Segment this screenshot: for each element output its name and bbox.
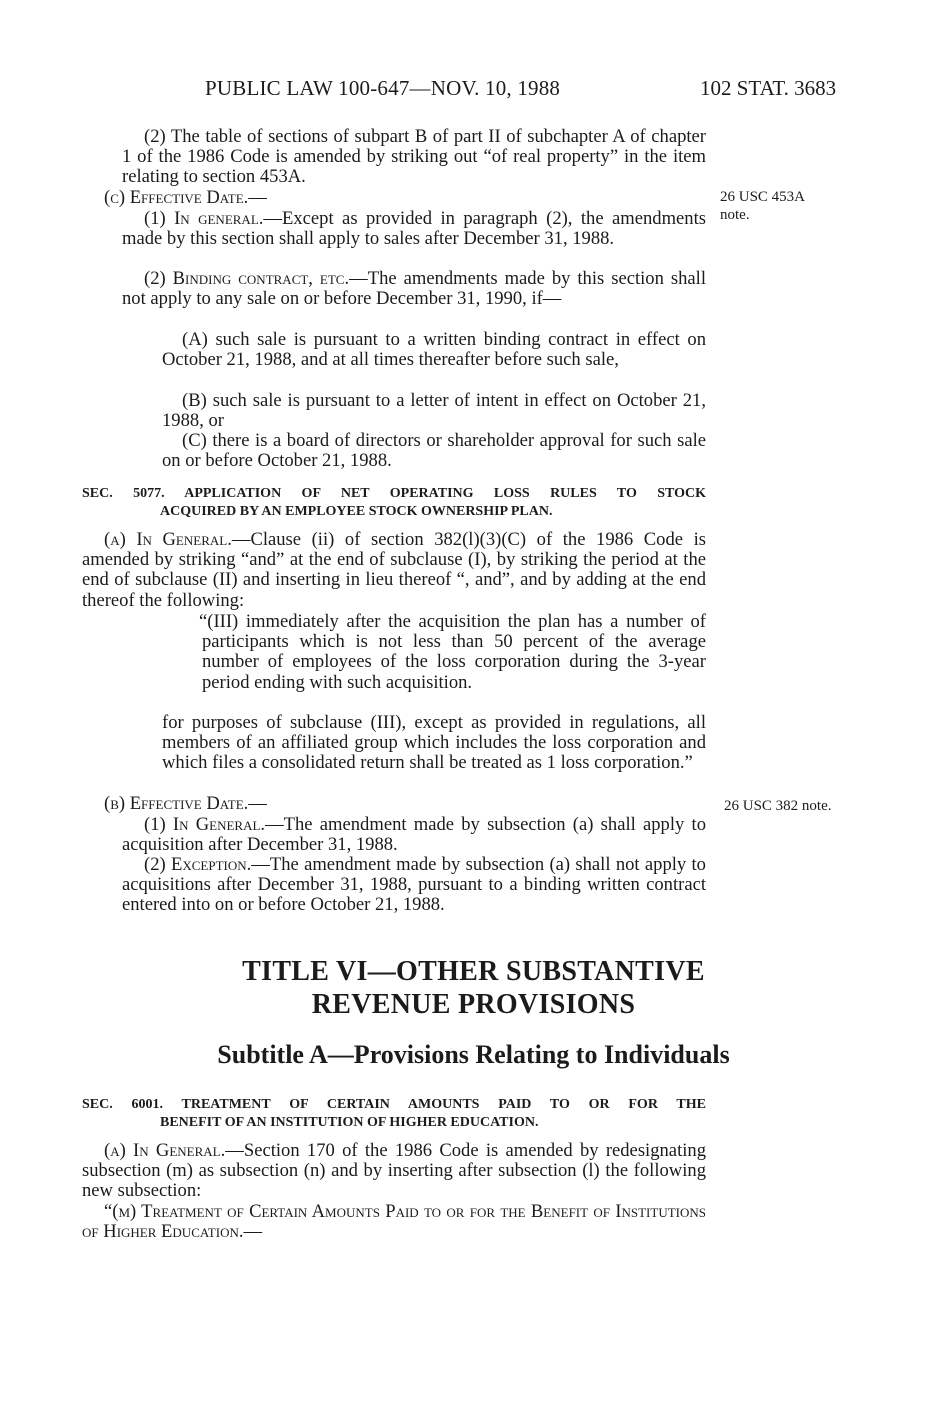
sec6001-a <box>82 1141 706 1202</box>
margin-note-26-usc-453a <box>720 188 805 224</box>
sec5076-c2-A: (A) such sale is pursuant to a written binding contract in effect on October 21, 1988, and at all times thereafter before such sale, <box>162 329 706 371</box>
paragraph-label: (a) In General. <box>104 1140 226 1161</box>
subtitle-a-heading: Subtitle A—Provisions Relating to Individuals <box>217 1040 730 1069</box>
sec6001-subsection-m: “(m) Treatment of Certain Amounts Paid to or for the Benefit of Institutions of Higher Education.— <box>82 1201 706 1243</box>
sec5077-b1 <box>122 815 706 855</box>
paragraph-label: (2) Exception. <box>144 854 252 875</box>
paragraph-text: —Clause (ii) of section 382(l)(3)(C) of the 1986 Code is amended by striking “and” at the end of subclause (I), by striking the period at the end of subclause (II) and inserting in lieu thereof “, and”, and by adding at the end thereof the following: <box>82 529 706 611</box>
page-header <box>0 76 947 102</box>
sec5077-b2 <box>122 855 706 916</box>
paragraph-label: (2) Binding contract, etc. <box>144 268 350 289</box>
margin-note-line: note. <box>720 207 750 223</box>
sec5076-c2-B: (B) such sale is pursuant to a letter of intent in effect on October 21, 1988, or <box>162 390 706 432</box>
sec5076-c-heading: (c) Effective Date.— <box>104 187 267 208</box>
heading-line: SEC. 5077. APPLICATION OF NET OPERATING LOSS RULES TO STOCK <box>82 486 706 501</box>
paragraph-label: (a) In General. <box>104 529 232 550</box>
paragraph-label: (1) In General. <box>144 814 266 835</box>
heading-line: BENEFIT OF AN INSTITUTION OF HIGHER EDUCATION. <box>160 1115 539 1130</box>
paragraph-text: —The amendments made by this section shall not apply to any sale on or before December 31, 1990, if— <box>122 268 706 310</box>
paragraph-text: —The amendment made by subsection (a) shall apply to acquisition after December 31, 1988. <box>122 814 706 856</box>
title-line: TITLE VI—OTHER SUBSTANTIVE <box>242 956 705 987</box>
sec5076-paragraph-2: (2) The table of sections of subpart B of part II of subchapter A of chapter 1 of the 1986 Code is amended by striking out “of real property” in the item relating to section 453A. <box>122 126 706 188</box>
margin-note-26-usc-382: 26 USC 382 note. <box>724 798 832 814</box>
statute-reference: 102 STAT. 3683 <box>700 76 837 100</box>
title-vi-heading <box>0 955 947 1021</box>
paragraph-text: —Except as provided in paragraph (2), the amendments made by this section shall apply to sales after December 31, 1988. <box>122 208 706 250</box>
sec5076-c2 <box>122 269 706 309</box>
sec5077-heading <box>82 485 706 521</box>
running-head: PUBLIC LAW 100-647—NOV. 10, 1988 <box>205 76 561 100</box>
paragraph-label: (1) In general. <box>144 208 264 229</box>
heading-line: ACQUIRED BY AN EMPLOYEE STOCK OWNERSHIP PLAN. <box>160 504 553 519</box>
heading-line: SEC. 6001. TREATMENT OF CERTAIN AMOUNTS PAID TO OR FOR THE <box>82 1097 706 1112</box>
sec5077-a <box>82 530 706 611</box>
title-line: REVENUE PROVISIONS <box>311 989 636 1020</box>
sec5077-for-purposes: for purposes of subclause (III), except as provided in regulations, all members of an affiliated group which includes the loss corporation and which files a consolidated return shall be treated as 1 loss corporation.” <box>162 712 706 774</box>
margin-note-line: 26 USC 453A <box>720 189 806 205</box>
sec6001-heading <box>82 1096 706 1132</box>
paragraph-text: —Section 170 of the 1986 Code is amended by redesignating subsection (m) as subsection (n) and by inserting after subsection (l) the following new subsection: <box>82 1140 706 1202</box>
paragraph-text: —The amendment made by subsection (a) shall not apply to acquisitions after December 31, 1988, pursuant to a binding written contract entered into on or before October 21, 1988. <box>122 854 706 916</box>
sec5077-b-heading: (b) Effective Date.— <box>104 793 267 814</box>
sec5076-c2-C: (C) there is a board of directors or shareholder approval for such sale on or before October 21, 1988. <box>162 430 706 472</box>
sec5076-c1 <box>122 209 706 249</box>
sec5077-quoted-III: “(III) immediately after the acquisition the plan has a number of participants which is not less than 50 percent of the average number of employees of the loss corporation during the 3-year period ending with such acquisition. <box>199 611 706 693</box>
